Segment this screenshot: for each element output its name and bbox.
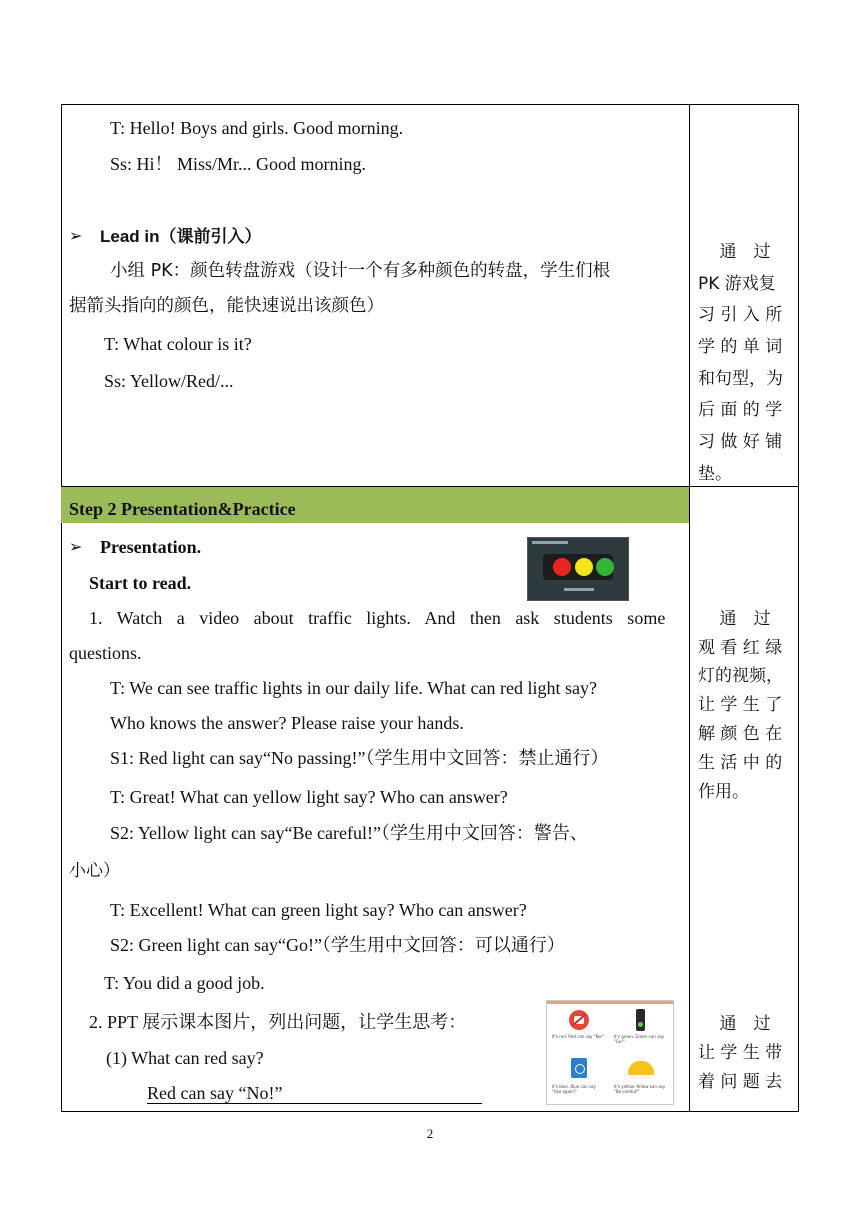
note1-line-3: 学 的 单 词 [698, 337, 783, 357]
card-red-caption: It's red. Red can say "No!" [552, 1034, 605, 1039]
note2b-line-1: 让 学 生 带 [698, 1043, 783, 1063]
dialogue-1: T: We can see traffic lights in our daily life. What can red light say? [110, 678, 597, 698]
recycle-bin-icon [571, 1058, 587, 1078]
item1-text: 1. Watch a video about traffic lights. And then ask students some [89, 608, 666, 628]
note1-line-4: 和句型，为 [698, 369, 783, 389]
note2a-line-0: 通 过 [719, 609, 771, 629]
card-yellow-caption: It's yellow. Yellow can say "Be careful!" [614, 1084, 666, 1094]
lead-in-cn: （课前引入） [159, 227, 262, 247]
note1-line-1: PK 游戏复 [698, 274, 776, 294]
step2-header: Step 2 Presentation&Practice [69, 499, 296, 519]
answer-1: Red can say “No!” [147, 1083, 283, 1103]
note2a-line-5: 生 活 中 的 [698, 753, 783, 773]
textbook-picture [546, 1000, 674, 1105]
presentation-bullet-icon: ➢ [69, 537, 83, 556]
note2b-line-0: 通 过 [719, 1014, 771, 1034]
green-light-icon [596, 558, 614, 576]
dialogue-3: S1: Red light can say“No passing!”（学生用中文回答：禁止通行） [110, 748, 609, 768]
textbook-top-stripe [547, 1001, 673, 1004]
dialogue-8: T: You did a good job. [104, 973, 265, 993]
greeting-teacher: T: Hello! Boys and girls. Good morning. [110, 118, 404, 138]
note1-line-0: 通 过 [719, 242, 771, 262]
dialogue-2: Who knows the answer? Please raise your hands. [110, 713, 464, 733]
note2a-line-4: 解 颜 色 在 [698, 724, 783, 744]
note2a-line-6: 作用。 [698, 782, 749, 802]
lead-in-bullet-icon: ➢ [69, 226, 83, 245]
dialogue-7: S2: Green light can say“Go!”（学生用中文回答：可以通行） [110, 935, 565, 955]
green-traffic-light-icon [636, 1009, 645, 1031]
dialogue-4: T: Great! What can yellow light say? Who can answer? [110, 787, 508, 807]
item2: 2. PPT 展示课本图片，列出问题，让学生思考： [89, 1012, 467, 1032]
card-blue [550, 1056, 608, 1101]
dialogue-5: S2: Yellow light can say“Be careful!”（学生用中文回答：警告、 [110, 823, 588, 843]
note1-line-6: 习 做 好 铺 [698, 432, 783, 452]
pk-game-line1: 小组 PK：颜色转盘游戏（设计一个有多种颜色的转盘，学生们根 [110, 261, 611, 281]
video-title-bar [532, 541, 568, 544]
pk-game-line2: 据箭头指向的颜色，能快速说出该颜色） [69, 296, 384, 316]
start-to-read: Start to read. [89, 573, 192, 593]
dialogue-6: T: Excellent! What can green light say? Who can answer? [110, 900, 527, 920]
item1-line2: questions. [69, 643, 142, 663]
page-number: 2 [426, 1126, 434, 1141]
note2a-line-1: 观 看 红 绿 [698, 638, 783, 658]
item1-line1 [89, 606, 682, 630]
traffic-light-video-thumbnail [527, 537, 629, 601]
note1-line-2: 习 引 入 所 [698, 305, 783, 325]
video-subtitle-bar [564, 588, 594, 591]
question-1: (1) What can red say? [106, 1048, 264, 1068]
lead-in-heading [100, 224, 262, 249]
card-green [612, 1007, 670, 1053]
table-border-left [61, 104, 62, 1112]
students-answer-colour: Ss: Yellow/Red/... [104, 371, 234, 391]
card-blue-caption: It's blue. Blue can say "Use again!" [552, 1084, 596, 1094]
teacher-question-colour: T: What colour is it? [104, 334, 252, 354]
red-light-icon [553, 558, 571, 576]
table-border-middle [689, 104, 690, 1112]
answer-1-underline [147, 1103, 482, 1104]
dialogue-5-cont: 小心） [69, 861, 120, 881]
note1-line-5: 后 面 的 学 [698, 400, 783, 420]
presentation-heading: Presentation. [100, 537, 202, 557]
card-green-caption: It's green. Green can say "Go!" [614, 1034, 665, 1044]
note2a-line-3: 让 学 生 了 [698, 695, 783, 715]
note2a-line-2: 灯的视频， [698, 666, 783, 686]
table-border-right [798, 104, 799, 1112]
no-camera-icon [569, 1010, 589, 1030]
note2b-line-2: 着 问 题 去 [698, 1072, 783, 1092]
hard-hat-icon [628, 1061, 654, 1075]
lead-in-en: Lead in [100, 227, 160, 246]
card-yellow [612, 1056, 670, 1101]
note1-line-7: 垫。 [698, 464, 732, 484]
greeting-students: Ss: Hi！ Miss/Mr... Good morning. [110, 154, 367, 174]
card-red [550, 1007, 608, 1053]
yellow-light-icon [575, 558, 593, 576]
